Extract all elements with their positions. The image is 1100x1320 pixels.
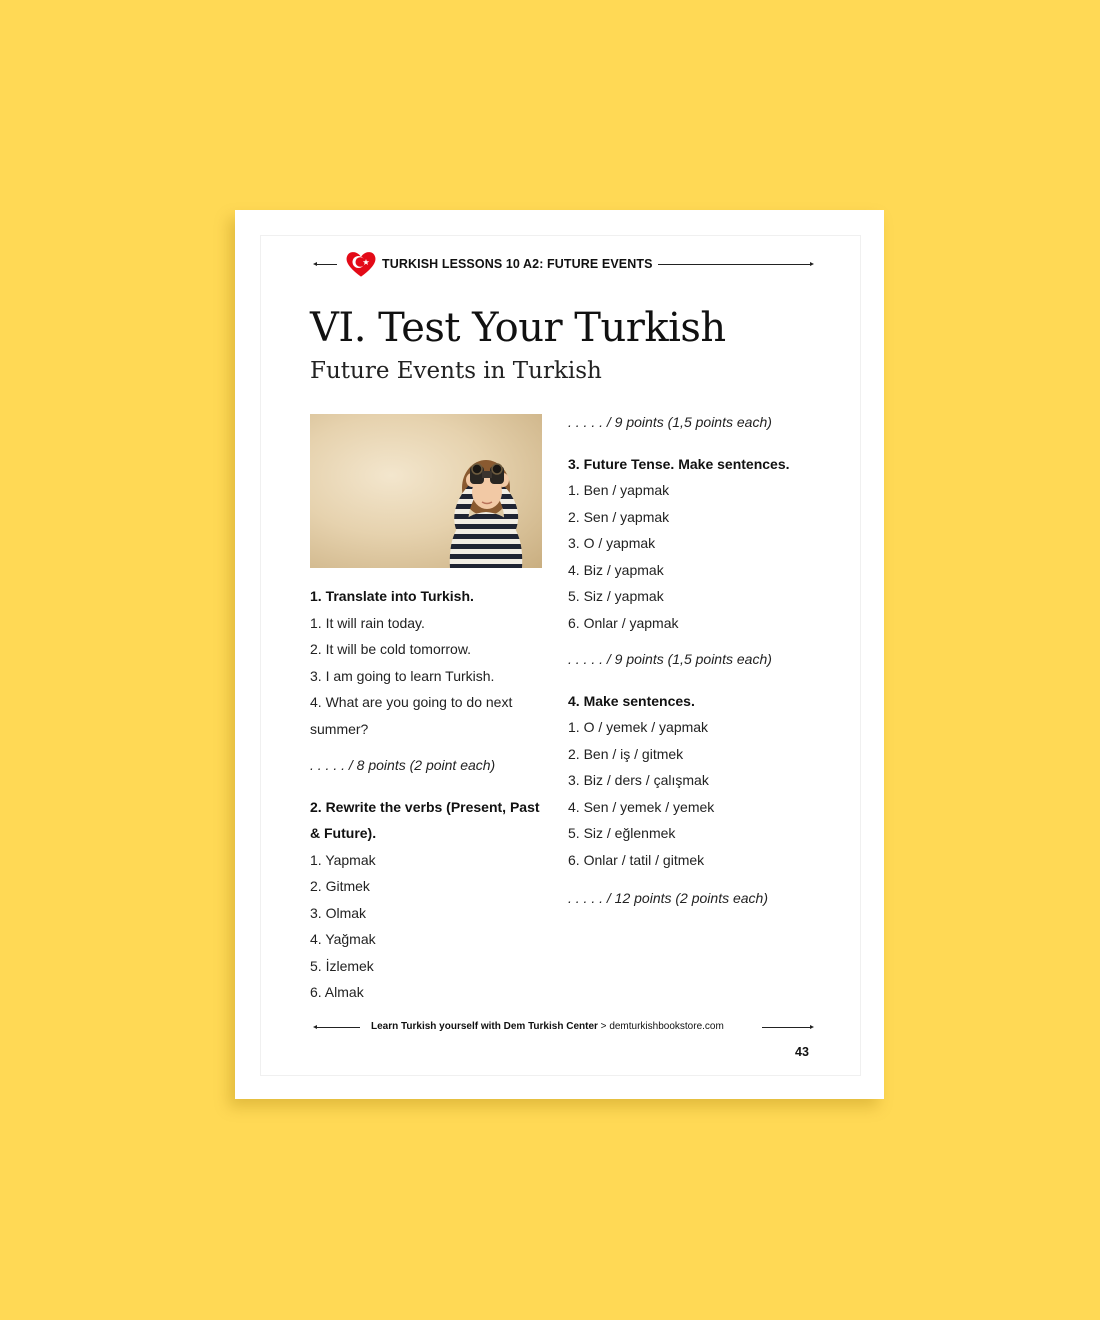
score-text: / 9 points (1,5 points each) [606, 651, 772, 667]
list-item: 3. I am going to learn Turkish. [310, 667, 495, 684]
section2-heading: 2. Rewrite the verbs (Present, Past [310, 798, 540, 815]
right-column [568, 409, 818, 912]
worksheet-page [235, 210, 884, 1099]
footer-tagline: Learn Turkish yourself with Dem Turkish Center [371, 1021, 598, 1032]
footer-text [371, 1021, 724, 1032]
list-item: 1. O / yemek / yapmak [568, 719, 709, 735]
page-subtitle: Future Events in Turkish [310, 358, 602, 384]
header-title: TURKISH LESSONS 10 A2: FUTURE EVENTS [382, 257, 653, 271]
score-text: / 8 points (2 point each) [348, 757, 496, 773]
section3-score [568, 646, 818, 673]
list-item: 3. Biz / ders / çalışmak [568, 772, 709, 788]
left-column [310, 583, 550, 1006]
header-rule-left [315, 264, 337, 265]
list-item: 6. Onlar / yapmak [568, 614, 679, 631]
list-item: 2. Gitmek [310, 878, 370, 894]
list-item: 5. Siz / yapmak [568, 588, 664, 604]
score-text: / 9 points (1,5 points each) [606, 414, 772, 430]
list-item: 4. Sen / yemek / yemek [568, 798, 715, 815]
list-item: 5. İzlemek [310, 957, 374, 974]
footer-separator: > [597, 1021, 610, 1032]
page-number: 43 [795, 1045, 809, 1059]
footer-rule-right [762, 1027, 812, 1028]
score-dots: . . . . . [568, 651, 604, 667]
list-item: 1. It will rain today. [310, 614, 425, 631]
score-dots: . . . . . [568, 890, 604, 906]
score-dots: . . . . . [568, 414, 604, 430]
list-item: 5. Siz / eğlenmek [568, 825, 676, 841]
section4-heading: 4. Make sentences. [568, 692, 695, 709]
footer-url[interactable]: demturkishbookstore.com [609, 1021, 724, 1032]
photo-illustration [310, 414, 542, 568]
score-text: / 12 points (2 points each) [606, 890, 769, 906]
list-item: 1. Yapmak [310, 851, 376, 868]
score-dots: . . . . . [310, 757, 346, 773]
header-rule-right [658, 264, 812, 265]
list-item: 4. Biz / yapmak [568, 561, 664, 578]
list-item: 3. O / yapmak [568, 535, 656, 551]
footer-rule-left [315, 1027, 360, 1028]
section1-score [310, 752, 550, 779]
child-with-binoculars-photo [310, 414, 542, 568]
section3-heading: 3. Future Tense. Make sentences. [568, 455, 790, 472]
section2-heading-cont: & Future). [310, 825, 377, 841]
turkish-flag-heart-icon [343, 248, 379, 280]
page-title: VI. Test Your Turkish [310, 305, 726, 351]
section1-heading: 1. Translate into Turkish. [310, 588, 474, 604]
list-item: 4. Yağmak [310, 931, 376, 947]
list-item: 4. What are you going to do next [310, 694, 513, 710]
list-item: 2. Sen / yapmak [568, 508, 670, 525]
section2-score [568, 409, 818, 436]
list-item: 2. Ben / iş / gitmek [568, 745, 684, 762]
list-item: 6. Almak [310, 984, 364, 1000]
section4-score [568, 885, 818, 912]
list-item: 1. Ben / yapmak [568, 482, 670, 498]
list-item: 3. Olmak [310, 904, 367, 921]
list-item: summer? [310, 720, 369, 737]
list-item: 6. Onlar / tatil / gitmek [568, 851, 705, 868]
list-item: 2. It will be cold tomorrow. [310, 641, 472, 657]
